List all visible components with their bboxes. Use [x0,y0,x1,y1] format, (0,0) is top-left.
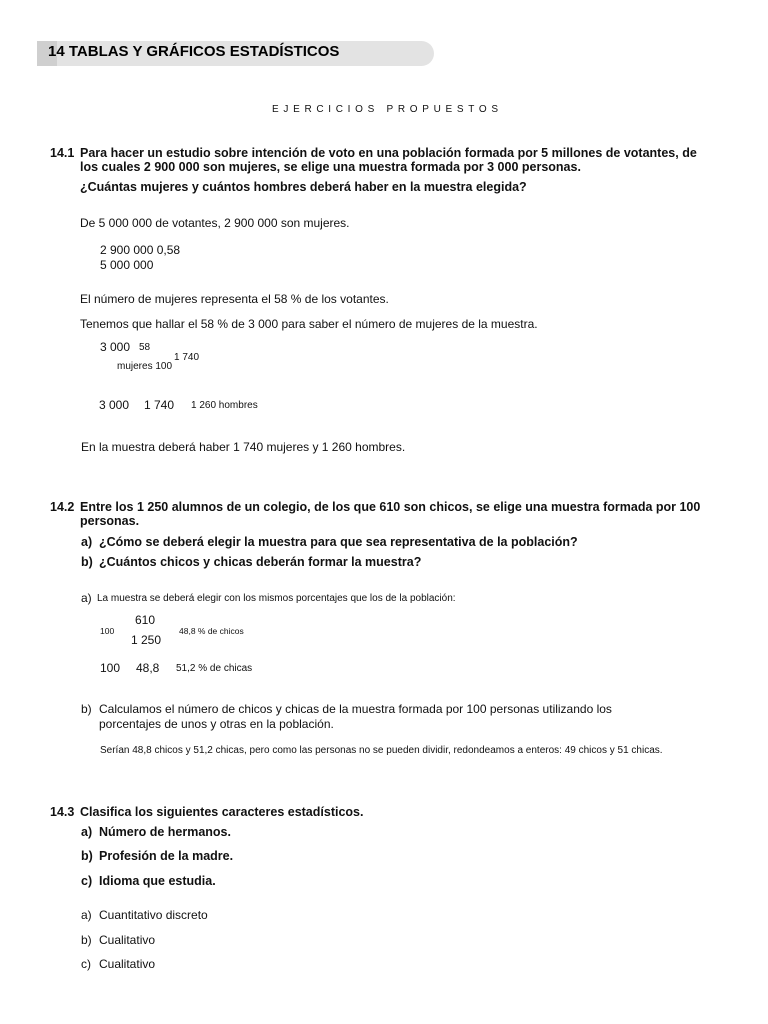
exercise-14-3-part-c-text: Idioma que estudia. [99,874,216,888]
exercise-14-2-part-a-label: a) [81,535,93,549]
calc-14-1-result: 1 740 [174,352,200,363]
calc-14-2-total: 1 250 [131,633,162,647]
chapter-title: 14 TABLAS Y GRÁFICOS ESTADÍSTICOS [48,43,340,60]
exercise-14-1-line2: los cuales 2 900 000 son mujeres, se elige una muestra formada por 3 000 personas. [80,160,581,174]
exercise-14-2-part-b-label: b) [81,555,93,569]
subtract-14-1-mujeres: 1 740 [144,398,175,412]
answer-14-2-b-label: b) [81,702,92,716]
calc-14-2-result-chicos: 48,8 % de chicos [179,626,244,636]
subtract-14-2-chicos: 48,8 [136,661,160,675]
answer-14-3-b-label: b) [81,933,92,947]
answer-14-1-fraction-top: 2 900 000 0,58 [100,243,181,257]
answer-14-1-hallar-line: Tenemos que hallar el 58 % de 3 000 para saber el número de mujeres de la muestra. [80,317,538,331]
exercise-14-1-line1: Para hacer un estudio sobre intención de voto en una población formada por 5 millones de votantes, de [80,146,697,160]
calc-14-1-percent: 58 [139,342,151,353]
exercise-number-14-3: 14.3 [50,805,75,819]
calc-14-1-total: 3 000 [100,340,131,354]
answer-14-1-intro: De 5 000 000 de votantes, 2 900 000 son mujeres. [80,216,350,230]
subtract-14-2-result-chicas: 51,2 % de chicas [176,663,253,674]
calc-14-1-mujeres: mujeres 100 [117,361,173,372]
answer-14-2-b-line2: porcentajes de unos y otras en la población. [99,717,334,731]
answer-14-3-c-label: c) [81,957,91,971]
answer-14-3-b-text: Cualitativo [99,933,156,947]
answer-14-1-fraction-bottom: 5 000 000 [100,258,154,272]
exercise-14-2-part-a-text: ¿Cómo se deberá elegir la muestra para que sea representativa de la población? [99,535,578,549]
exercise-14-3-part-c-label: c) [81,874,93,888]
subtract-14-1-hombres: 1 260 hombres [191,400,258,411]
answer-14-3-a-label: a) [81,908,92,922]
exercise-14-2-line1: Entre los 1 250 alumnos de un colegio, de los que 610 son chicos, se elige una muestra formada por 100 [80,500,701,514]
answer-14-2-b-line1: Calculamos el número de chicos y chicas de la muestra formada por 100 personas utilizando los [99,702,612,716]
exercise-14-1-question: ¿Cuántas mujeres y cuántos hombres deberá haber en la muestra elegida? [80,180,527,194]
exercise-14-3-text: Clasifica los siguientes caracteres estadísticos. [80,805,364,819]
answer-14-1-percent-line: El número de mujeres representa el 58 % de los votantes. [80,292,389,306]
section-label: EJERCICIOS PROPUESTOS [272,104,503,115]
exercise-number-14-2: 14.2 [50,500,75,514]
exercise-14-3-part-b-label: b) [81,849,93,863]
exercise-14-3-part-a-label: a) [81,825,93,839]
calc-14-2-hundred: 100 [100,626,115,636]
answer-14-1-conclusion: En la muestra deberá haber 1 740 mujeres y 1 260 hombres. [81,440,406,454]
answer-14-3-c-text: Cualitativo [99,957,156,971]
exercise-14-2-line2: personas. [80,514,140,528]
exercise-14-3-part-b-text: Profesión de la madre. [99,849,234,863]
exercise-number-14-1: 14.1 [50,146,75,160]
exercise-14-2-part-b-text: ¿Cuántos chicos y chicas deberán formar la muestra? [99,555,422,569]
subtract-14-2-hundred: 100 [100,661,121,675]
answer-14-2-b-note: Serían 48,8 chicos y 51,2 chicas, pero como las personas no se pueden dividir, redondeamos a enteros: 49 chicos y 51 chicas. [100,745,663,756]
answer-14-3-a-text: Cuantitativo discreto [99,908,208,922]
answer-14-2-a-text: La muestra se deberá elegir con los mismos porcentajes que los de la población: [97,593,456,604]
answer-14-2-a-label: a) [81,591,92,605]
exercise-14-3-part-a-text: Número de hermanos. [99,825,231,839]
subtract-14-1-total: 3 000 [99,398,130,412]
calc-14-2-chicos: 610 [135,613,156,627]
